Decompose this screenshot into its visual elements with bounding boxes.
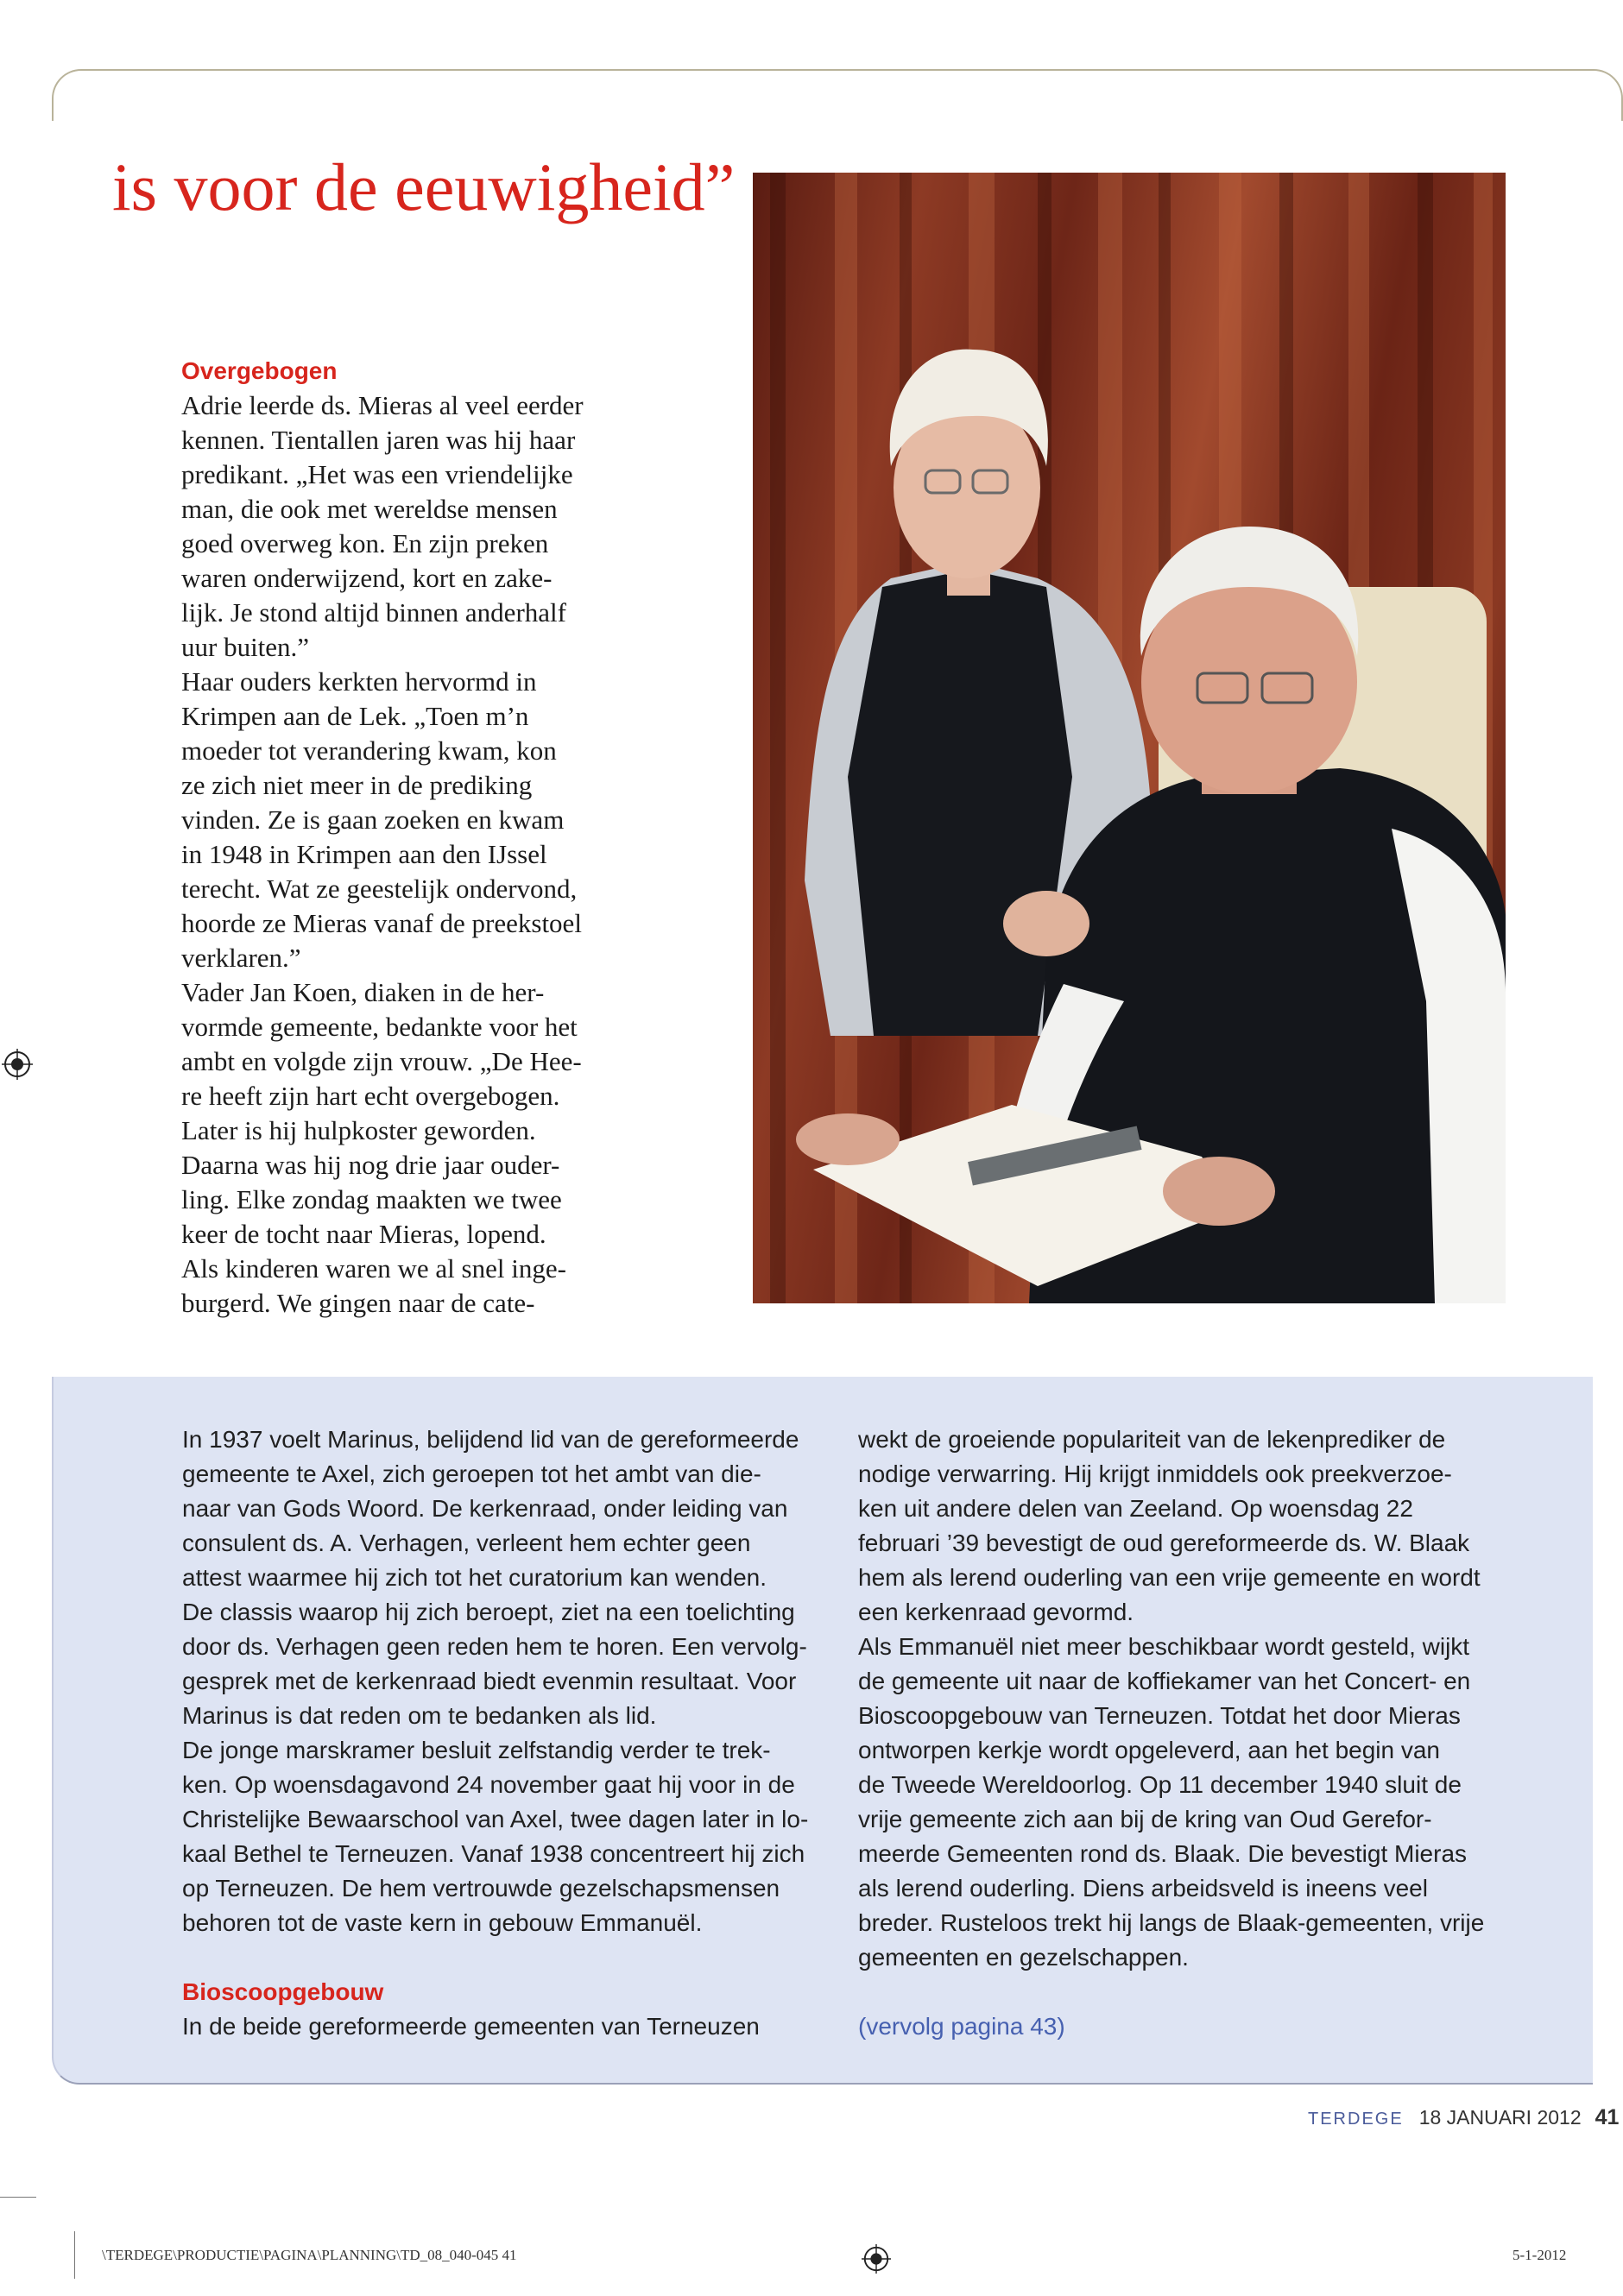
- text-line: Als kinderen waren we al snel inge-: [181, 1253, 566, 1284]
- print-slug-path: \TERDEGE\PRODUCTIE\PAGINA\PLANNING\TD_08_040-045 41: [102, 2247, 517, 2263]
- text-line: gesprek met de kerkenraad biedt evenmin resultaat. Voor: [182, 1668, 797, 1694]
- text-line: ze zich niet meer in de prediking: [181, 770, 533, 800]
- text-line: vinden. Ze is gaan zoeken en kwam: [181, 804, 565, 835]
- text-line: door ds. Verhagen geen reden hem te horen. Een vervolg-: [182, 1633, 807, 1660]
- text-line: februari ’39 bevestigt de oud gereformeerde ds. W. Blaak: [858, 1530, 1470, 1556]
- text-line: Later is hij hulpkoster geworden.: [181, 1115, 536, 1145]
- article-paragraph: [181, 975, 630, 1321]
- text-line: gemeente te Axel, zich geroepen tot het ambt van die-: [182, 1460, 761, 1487]
- text-line: Bioscoopgebouw van Terneuzen. Totdat het door Mieras: [858, 1702, 1461, 1729]
- text-line: ontworpen kerkje wordt opgeleverd, aan het begin van: [858, 1737, 1440, 1763]
- text-line: hem als lerend ouderling van een vrije gemeente en wordt: [858, 1564, 1481, 1591]
- info-paragraph: [182, 1595, 838, 1733]
- spacer: [182, 1940, 838, 1975]
- text-line: nodige verwarring. Hij krijgt inmiddels ook preekverzoe-: [858, 1460, 1452, 1487]
- text-line: ken. Op woensdagavond 24 november gaat hij voor in de: [182, 1771, 795, 1798]
- text-line: burgerd. We gingen naar de cate-: [181, 1288, 535, 1318]
- text-line: gemeenten en gezelschappen.: [858, 1944, 1189, 1971]
- info-paragraph: [182, 1422, 838, 1595]
- info-paragraph: [858, 1422, 1514, 1630]
- spacer: [858, 1975, 1514, 2009]
- portrait-photo: [753, 173, 1506, 1303]
- continuation-link[interactable]: (vervolg pagina 43): [858, 2013, 1065, 2040]
- text-line: attest waarmee hij zich tot het curatorium kan wenden.: [182, 1564, 767, 1591]
- text-line: verklaren.”: [181, 943, 301, 973]
- text-line: Christelijke Bewaarschool van Axel, twee dagen later in lo-: [182, 1806, 809, 1832]
- text-line: naar van Gods Woord. De kerkenraad, onder leiding van: [182, 1495, 788, 1522]
- text-line: moeder tot verandering kwam, kon: [181, 735, 557, 766]
- text-line: goed overweg kon. En zijn preken: [181, 528, 549, 558]
- text-line: lijk. Je stond altijd binnen anderhalf: [181, 597, 566, 628]
- text-line: waren onderwijzend, kort en zake-: [181, 563, 553, 593]
- article-subheading: Overgebogen: [181, 357, 338, 384]
- page-number: 41: [1595, 2105, 1620, 2129]
- text-line: op Terneuzen. De hem vertrouwde gezelschapsmensen: [182, 1875, 780, 1902]
- text-line: ambt en volgde zijn vrouw. „De Hee-: [181, 1046, 582, 1076]
- text-line: uur buiten.”: [181, 632, 310, 662]
- text-line: behoren tot de vaste kern in gebouw Emmanuël.: [182, 1909, 703, 1936]
- text-line: vrije gemeente zich aan bij de kring van Oud Gerefor-: [858, 1806, 1432, 1832]
- text-line: man, die ook met wereldse mensen: [181, 494, 558, 524]
- text-line: De jonge marskramer besluit zelfstandig verder te trek-: [182, 1737, 771, 1763]
- text-line: In de beide gereformeerde gemeenten van Terneuzen: [182, 2013, 760, 2040]
- info-box-column-1: [182, 1422, 838, 2044]
- issue-date: 18 JANUARI 2012: [1418, 2106, 1582, 2129]
- text-line: keer de tocht naar Mieras, lopend.: [181, 1219, 546, 1249]
- article-paragraph: [181, 388, 630, 665]
- text-line: predikant. „Het was een vriendelijke: [181, 459, 573, 489]
- info-box-column-2: [858, 1422, 1514, 2044]
- text-line: hoorde ze Mieras vanaf de preekstoel: [181, 908, 582, 938]
- crop-mark: [74, 2231, 75, 2279]
- text-line: als lerend ouderling. Diens arbeidsveld is ineens veel: [858, 1875, 1428, 1902]
- text-line: vormde gemeente, bedankte voor het: [181, 1012, 578, 1042]
- article-paragraph: [181, 665, 630, 975]
- text-line: In 1937 voelt Marinus, belijdend lid van de gereformeerde: [182, 1426, 799, 1453]
- info-subheading: Bioscoopgebouw: [182, 1978, 384, 2005]
- text-line: de Tweede Wereldoorlog. Op 11 december 1940 sluit de: [858, 1771, 1462, 1798]
- page-footer: [1308, 2105, 1619, 2130]
- text-line: breder. Rusteloos trekt hij langs de Blaak-gemeenten, vrije: [858, 1909, 1485, 1936]
- headline: is voor de eeuwigheid”: [112, 149, 736, 224]
- text-line: ken uit andere delen van Zeeland. Op woensdag 22: [858, 1495, 1413, 1522]
- text-line: Marinus is dat reden om te bedanken als lid.: [182, 1702, 657, 1729]
- text-line: Adrie leerde ds. Mieras al veel eerder: [181, 390, 584, 420]
- text-line: Haar ouders kerkten hervormd in: [181, 666, 537, 697]
- text-line: Als Emmanuël niet meer beschikbaar wordt gesteld, wijkt: [858, 1633, 1470, 1660]
- text-line: wekt de groeiende populariteit van de lekenprediker de: [858, 1426, 1446, 1453]
- info-paragraph: [858, 1630, 1514, 1975]
- text-line: kennen. Tientallen jaren was hij haar: [181, 425, 576, 455]
- magazine-name: TERDEGE: [1308, 2110, 1404, 2129]
- page-frame-line: [52, 69, 1623, 121]
- text-line: Daarna was hij nog drie jaar ouder-: [181, 1150, 560, 1180]
- article-column: [181, 354, 630, 1321]
- text-line: kaal Bethel te Terneuzen. Vanaf 1938 concentreert hij zich: [182, 1840, 805, 1867]
- text-line: terecht. Wat ze geestelijk ondervond,: [181, 874, 578, 904]
- text-line: de gemeente uit naar de koffiekamer van het Concert- en: [858, 1668, 1471, 1694]
- text-line: consulent ds. A. Verhagen, verleent hem echter geen: [182, 1530, 751, 1556]
- info-paragraph: [182, 1733, 838, 1940]
- crop-mark: [0, 2197, 36, 2198]
- text-line: een kerkenraad gevormd.: [858, 1599, 1134, 1625]
- registration-mark-icon: [2, 1049, 33, 1080]
- text-line: in 1948 in Krimpen aan den IJssel: [181, 839, 547, 869]
- text-line: meerde Gemeenten rond ds. Blaak. Die bevestigt Mieras: [858, 1840, 1468, 1867]
- text-line: De classis waarop hij zich beroept, ziet na een toelichting: [182, 1599, 795, 1625]
- registration-mark-icon: [862, 2244, 891, 2274]
- text-line: Krimpen aan de Lek. „Toen m’n: [181, 701, 529, 731]
- print-slug-date: 5-1-2012: [1512, 2247, 1567, 2263]
- text-line: ling. Elke zondag maakten we twee: [181, 1184, 562, 1214]
- text-line: Vader Jan Koen, diaken in de her-: [181, 977, 545, 1007]
- text-line: re heeft zijn hart echt overgebogen.: [181, 1081, 560, 1111]
